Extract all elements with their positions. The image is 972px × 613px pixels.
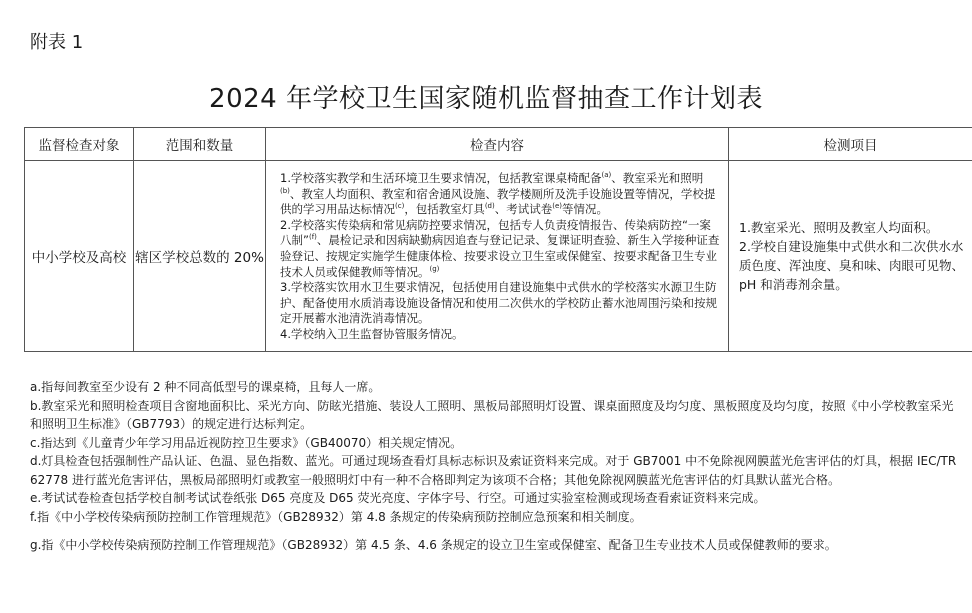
- footnote-b: b.教室采光和照明检查项目含窗地面积比、采光方向、防眩光措施、装设人工照明、黑板局部照明灯设置、课桌面照度及均匀度、黑板照度及均匀度，按照《中小学校教室采光和照明卫生标准》（GB7793）的规定进行达标判定。: [30, 398, 954, 431]
- cell-scope: 辖区学校总数的 20%: [134, 161, 266, 352]
- footnote-g: g.指《中小学校传染病预防控制工作管理规范》（GB28932）第 4.5 条、4.6 条规定的设立卫生室或保健室、配备卫生专业技术人员或保健教师的要求。: [30, 538, 837, 552]
- cell-target: 中小学校及高校: [25, 161, 134, 352]
- header-scope: 范围和数量: [134, 128, 266, 161]
- cell-detection: [729, 161, 972, 352]
- footnote-a: a.指每间教室至少设有 2 种不同高低型号的课桌椅，且每人一席。: [30, 380, 381, 394]
- footnote-c: c.指达到《儿童青少年学习用品近视防控卫生要求》（GB40070）相关规定情况。: [30, 435, 463, 450]
- detection-item-1: 1.教室采光、照明及教室人均面积。: [739, 219, 939, 235]
- header-detection: 检测项目: [729, 128, 972, 161]
- table-header-row: [25, 128, 972, 161]
- content-item-4: 4.学校纳入卫生监督协管服务情况。: [280, 326, 464, 341]
- table-row: [25, 161, 972, 352]
- footnote-d: d.灯具检查包括强制性产品认证、色温、显色指数、蓝光。可通过现场查看灯具标志标识及索证资料来完成。对于 GB7001 中不免除视网膜蓝光危害评估的灯具，根据 IEC/TR 62778 进行蓝光危害评估，黑板局部照明灯或教室一般照明灯中有一种不合格即判定为该项不合格；其他免除视网膜蓝光危害评估的灯具默认蓝光合格。: [30, 454, 957, 487]
- cell-content: [266, 161, 729, 352]
- footnote-e: e.考试试卷检查包括学校自制考试试卷纸张 D65 亮度及 D65 荧光亮度、字体字号、行空。可通过实验室检测或现场查看索证资料来完成。: [30, 491, 766, 505]
- footnote-f: f.指《中小学校传染病预防控制工作管理规范》（GB28932）第 4.8 条规定的传染病预防控制应急预案和相关制度。: [30, 509, 642, 524]
- header-content: 检查内容: [266, 128, 729, 161]
- detection-item-2: 2.学校自建设施集中式供水和二次供水水质色度、浑浊度、臭和味、肉眼可见物、pH 和消毒剂余量。: [739, 238, 965, 292]
- attachment-label: 附表 1: [30, 32, 84, 53]
- footnotes: [30, 378, 965, 555]
- plan-table: [24, 127, 972, 352]
- content-item-3: 3.学校落实饮用水卫生要求情况，包括使用自建设施集中式供水的学校落实水源卫生防护、配备使用水质消毒设施设备情况和使用二次供水的学校防止蓄水池周围污染和按规定开展蓄水池清洗消毒情况。: [280, 280, 717, 326]
- content-item-1: 1.学校落实教学和生活环境卫生要求情况，包括教室课桌椅配备$^{(a)}$、教室采光和照明$^{(b)}$、教室人均面积、教室和宿舍通风设施、教学楼厕所及洗手设施设置等情况，学校提供的学习用品达标情况$^{(c)}$，包括教室灯具$^{(d)}$、考试试卷$^{(e)}$等情况。: [280, 171, 716, 217]
- header-target: 监督检查对象: [25, 128, 134, 161]
- page-title: 2024 年学校卫生国家随机监督抽查工作计划表: [209, 84, 763, 114]
- content-item-2: 2.学校落实传染病和常见病防控要求情况，包括专人负责疫情报告、传染病防控“一案八制”$^{(f)}$、晨检记录和因病缺勤病因追查与登记记录、复课证明查验、新生入学接种证查验登记、按规定实施学生健康体检、按要求设立卫生室或保健室、按要求配备卫生专业技术人员或保健教师等情况。$^{(g)}$: [280, 217, 720, 279]
